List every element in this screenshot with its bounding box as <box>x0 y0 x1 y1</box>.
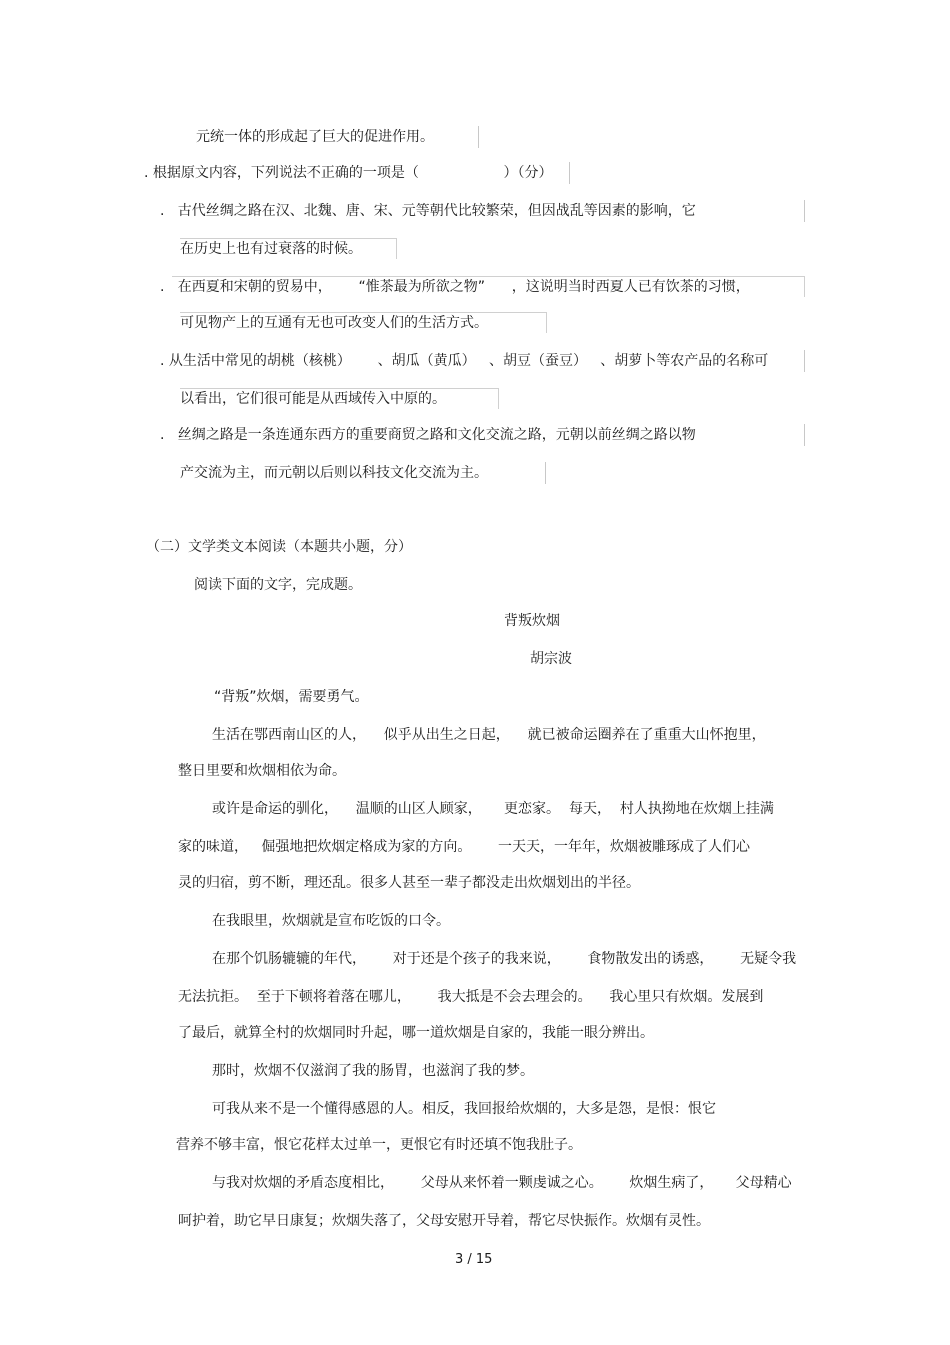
paragraph-line: 可我从来不是一个懂得感恩的人。相反，我回报给炊烟的，大多是怨，是恨：恨它 <box>212 1101 716 1117</box>
option-d-line1: . 丝绸之路是一条连通东西方的重要商贸之路和文化交流之路，元朝以前丝绸之路以物 <box>160 427 696 443</box>
article-title: 背叛炊烟 <box>504 613 560 629</box>
paragraph-line: 呵护着，助它早日康复；炊烟失落了，父母安慰开导着，帮它尽快振作。炊烟有灵性。 <box>178 1213 710 1229</box>
reading-instruction: 阅读下面的文字，完成题。 <box>194 577 362 593</box>
option-a-line2: 在历史上也有过衰落的时候。 <box>180 241 362 257</box>
paragraph-line: 生活在鄂西南山区的人， 似乎从出生之日起， 就已被命运圈养在了重重大山怀抱里， <box>212 727 766 743</box>
option-c-line2: 以看出，它们很可能是从西域传入中原的。 <box>180 391 446 407</box>
option-a-line1: . 古代丝绸之路在汉、北魏、唐、宋、元等朝代比较繁荣，但因战乱等因素的影响，它 <box>160 203 696 219</box>
paragraph-line: 或许是命运的驯化， 温顺的山区人顾家， 更恋家。 每天， 村人执拗地在炊烟上挂满 <box>212 801 774 817</box>
paragraph-line: 家的味道， 倔强地把炊烟定格成为家的方向。 一天天，一年年，炊烟被雕琢成了人们心 <box>178 839 751 855</box>
section-heading: （二）文学类文本阅读（本题共小题，分） <box>146 539 412 555</box>
option-d-line2: 产交流为主，而元朝以后则以科技文化交流为主。 <box>180 465 488 481</box>
paragraph-line: 营养不够丰富，恨它花样太过单一，更恨它有时还填不饱我肚子。 <box>176 1137 582 1153</box>
paragraph-line: 灵的归宿，剪不断，理还乱。很多人甚至一辈子都没走出炊烟划出的半径。 <box>178 875 640 891</box>
intro-line: 元统一体的形成起了巨大的促进作用。 <box>196 129 434 145</box>
question-prompt: . 根据原文内容，下列说法不正确的一项是（ ）（分） <box>144 165 553 181</box>
page-number: 3 / 15 <box>455 1252 493 1267</box>
paragraph-line: 了最后，就算全村的炊烟同时升起，哪一道炊烟是自家的，我能一眼分辨出。 <box>178 1025 654 1041</box>
article-author: 胡宗波 <box>530 651 572 667</box>
paragraph-line: “背叛”炊烟，需要勇气。 <box>214 689 369 705</box>
paragraph-line: 在我眼里，炊烟就是宣布吃饭的口令。 <box>212 913 450 929</box>
paragraph-line: 那时，炊烟不仅滋润了我的肠胃，也滋润了我的梦。 <box>212 1063 534 1079</box>
paragraph-line: 无法抗拒。 至于下顿将着落在哪儿， 我大抵是不会去理会的。 我心里只有炊烟。发展到 <box>178 989 764 1005</box>
paragraph-line: 在那个饥肠辘辘的年代， 对于还是个孩子的我来说， 食物散发出的诱惑， 无疑令我 <box>212 951 797 967</box>
paragraph-line: 整日里要和炊烟相依为命。 <box>178 763 346 779</box>
option-c-line1: . 从生活中常见的胡桃（核桃） 、胡瓜（黄瓜） 、胡豆（蚕豆） 、胡萝卜等农产品的名称可 <box>160 353 769 369</box>
option-b-line1: . 在西夏和宋朝的贸易中， “惟茶最为所欲之物” ，这说明当时西夏人已有饮茶的习惯， <box>160 279 750 295</box>
paragraph-line: 与我对炊烟的矛盾态度相比， 父母从来怀着一颗虔诚之心。 炊烟生病了， 父母精心 <box>212 1175 792 1191</box>
option-b-line2: 可见物产上的互通有无也可改变人们的生活方式。 <box>180 315 488 331</box>
